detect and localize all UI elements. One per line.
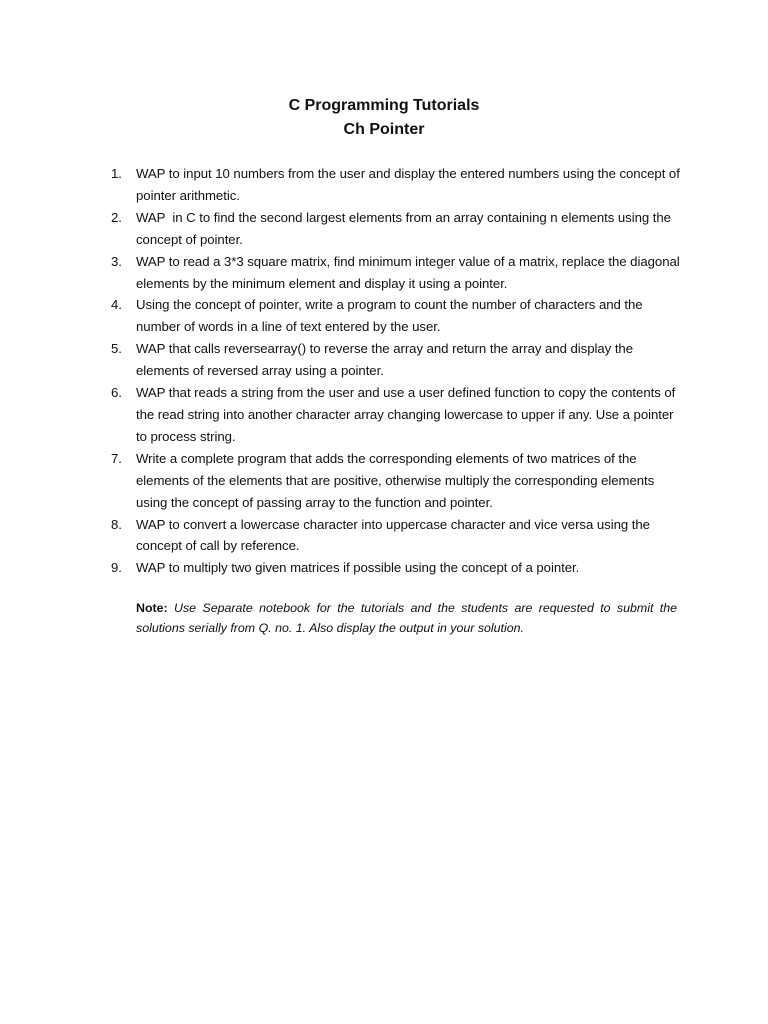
question-item <box>105 251 683 295</box>
chapter-title: Ch Pointer <box>343 121 425 138</box>
question-text: Write a complete program that adds the corresponding elements of two matrices of the elements of the elements that are positive, otherwise multiply the corresponding elements using the concept of passing array to the function and pointer. <box>136 450 658 510</box>
document-title: C Programming Tutorials <box>288 97 480 114</box>
note-text: Use Separate notebook for the tutorials and the students are requested to submit the solutions serially from Q. no. 1. Also display the output in your solution. <box>136 601 677 635</box>
question-item <box>105 294 683 338</box>
question-item <box>105 514 683 558</box>
question-text: WAP to input 10 numbers from the user and display the entered numbers using the concept of pointer arithmetic. <box>136 166 684 203</box>
question-number: 1. <box>111 166 122 181</box>
question-item <box>105 557 683 579</box>
question-text: WAP to convert a lowercase character into uppercase character and vice versa using the concept of call by reference. <box>136 516 654 554</box>
question-item <box>105 448 683 514</box>
question-number: 6. <box>111 385 122 401</box>
question-number: 5. <box>111 341 122 357</box>
title-block <box>0 94 768 142</box>
question-number: 9. <box>111 560 122 576</box>
question-text: WAP to read a 3*3 square matrix, find minimum integer value of a matrix, replace the diagonal elements by the minimum element and display it using a pointer. <box>136 253 684 291</box>
note-paragraph <box>136 598 677 638</box>
question-text: Using the concept of pointer, write a program to count the number of characters and the number of words in a line of text entered by the user. <box>136 297 647 335</box>
question-item <box>105 163 683 207</box>
question-number: 4. <box>111 297 122 313</box>
question-number: 8. <box>111 516 122 532</box>
question-text: WAP in C to find the second largest elements from an array containing n elements using the concept of pointer. <box>136 209 675 247</box>
question-text: WAP that calls reversearray() to reverse the array and return the array and display the elements of reversed array using a pointer. <box>136 341 637 379</box>
question-text: WAP to multiply two given matrices if possible using the concept of a pointer. <box>136 560 580 576</box>
question-item <box>105 338 683 382</box>
question-number: 7. <box>111 450 122 466</box>
question-item <box>105 382 683 448</box>
question-number: 2. <box>111 209 122 225</box>
question-text: WAP that reads a string from the user and use a user defined function to copy the contents of the read string into another character array changing lowercase to upper if any. Use a pointer to process string. <box>136 385 679 444</box>
note-label: Note: <box>136 601 168 615</box>
question-number: 3. <box>111 253 122 269</box>
question-item <box>105 207 683 251</box>
question-list <box>105 163 683 579</box>
